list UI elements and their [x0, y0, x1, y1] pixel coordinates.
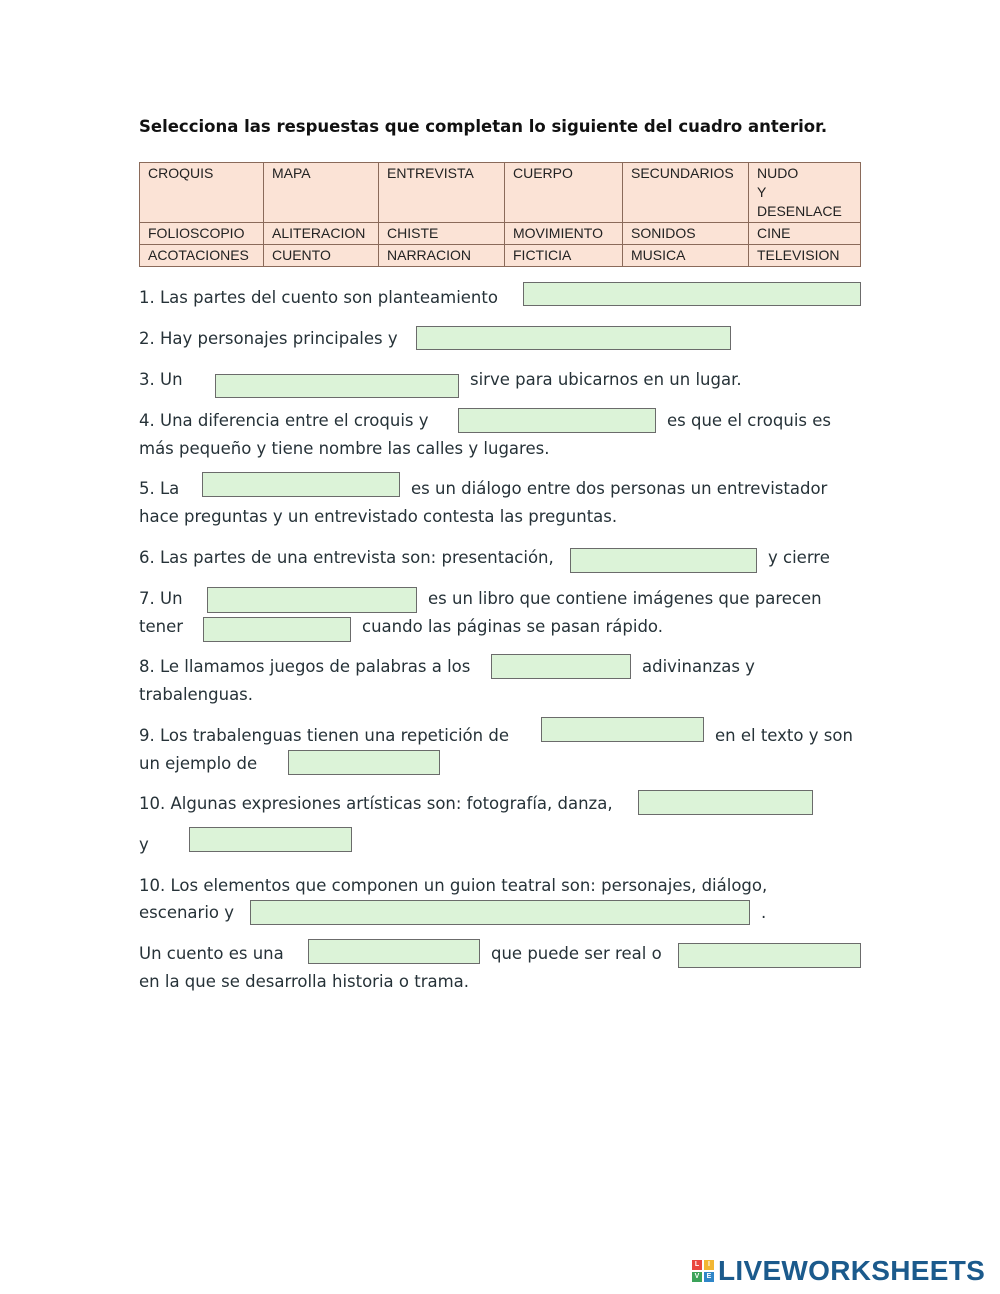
table-cell: CROQUIS — [140, 163, 264, 223]
table-row — [140, 223, 861, 245]
question-7-text-c: tener — [139, 617, 184, 636]
question-5-text-b: es un diálogo entre dos personas un entrevistador — [411, 479, 828, 498]
liveworksheets-logo — [692, 1255, 985, 1287]
question-4-text-a: 4. Una diferencia entre el croquis y — [139, 411, 429, 430]
table-cell: NUDO Y DESENLACE — [749, 163, 861, 223]
question-8-text-c: trabalenguas. — [139, 685, 254, 704]
table-cell: CUENTO — [264, 245, 379, 267]
table-cell: FICTICIA — [505, 245, 623, 267]
answer-blank-9a[interactable] — [541, 717, 704, 742]
answer-blank-2[interactable] — [416, 326, 731, 350]
question-11-text-a: 10. Los elementos que componen un guion teatral son: personajes, diálogo, — [139, 876, 768, 895]
table-cell: SECUNDARIOS — [623, 163, 749, 223]
answer-blank-5[interactable] — [202, 472, 400, 497]
answer-blank-8[interactable] — [491, 654, 631, 679]
question-9-text-a: 9. Los trabalenguas tienen una repetición de — [139, 726, 509, 745]
table-cell: ENTREVISTA — [379, 163, 505, 223]
question-11-text-c: . — [761, 903, 767, 922]
question-10-text-a: 10. Algunas expresiones artísticas son: fotografía, danza, — [139, 794, 613, 813]
question-12-text-c: en la que se desarrolla historia o trama. — [139, 972, 470, 991]
logo-text: LIVEWORKSHEETS — [718, 1255, 986, 1286]
answer-blank-7b[interactable] — [203, 617, 351, 642]
answer-blank-10a[interactable] — [638, 790, 813, 815]
table-cell: MUSICA — [623, 245, 749, 267]
table-cell: NARRACION — [379, 245, 505, 267]
question-8-text-a: 8. Le llamamos juegos de palabras a los — [139, 657, 471, 676]
question-5-text-c: hace preguntas y un entrevistado contesta las preguntas. — [139, 507, 618, 526]
logo-mark-letter: V — [692, 1272, 702, 1282]
answer-blank-1[interactable] — [523, 282, 861, 306]
worksheet-title: Selecciona las respuestas que completan lo siguiente del cuadro anterior. — [139, 117, 828, 136]
question-4-text-b: es que el croquis es — [667, 411, 831, 430]
question-7-text-a: 7. Un — [139, 589, 183, 608]
answer-blank-6[interactable] — [570, 548, 757, 573]
table-cell: ACOTACIONES — [140, 245, 264, 267]
question-12-text-b: que puede ser real o — [491, 944, 662, 963]
table-cell: TELEVISION — [749, 245, 861, 267]
table-cell: ALITERACION — [264, 223, 379, 245]
question-8-text-b: adivinanzas y — [642, 657, 755, 676]
table-row — [140, 163, 861, 223]
logo-mark-letter: E — [704, 1272, 714, 1282]
question-9-text-b: en el texto y son — [715, 726, 853, 745]
question-6-text-a: 6. Las partes de una entrevista son: presentación, — [139, 548, 554, 567]
table-cell: FOLIOSCOPIO — [140, 223, 264, 245]
answer-blank-7a[interactable] — [207, 587, 417, 613]
answer-blank-10b[interactable] — [189, 827, 352, 852]
table-cell: CINE — [749, 223, 861, 245]
answer-blank-9b[interactable] — [288, 750, 440, 775]
question-6-text-b: y cierre — [768, 548, 830, 567]
logo-mark-icon — [692, 1260, 714, 1282]
table-cell: CUERPO — [505, 163, 623, 223]
question-11-text-b: escenario y — [139, 903, 235, 922]
answer-blank-11[interactable] — [250, 900, 750, 925]
logo-mark-letter: L — [692, 1260, 702, 1270]
question-12-text-a: Un cuento es una — [139, 944, 284, 963]
question-7-text-d: cuando las páginas se pasan rápido. — [362, 617, 663, 636]
question-3-text-a: 3. Un — [139, 370, 183, 389]
table-cell: CHISTE — [379, 223, 505, 245]
answer-blank-12b[interactable] — [678, 943, 861, 968]
question-9-text-c: un ejemplo de — [139, 754, 258, 773]
table-cell: MOVIMIENTO — [505, 223, 623, 245]
table-cell: MAPA — [264, 163, 379, 223]
table-cell: SONIDOS — [623, 223, 749, 245]
question-2-text: 2. Hay personajes principales y — [139, 329, 398, 348]
logo-mark-letter: I — [704, 1260, 714, 1270]
question-4-text-c: más pequeño y tiene nombre las calles y lugares. — [139, 439, 550, 458]
question-10-text-b: y — [139, 835, 149, 854]
question-3-text-b: sirve para ubicarnos en un lugar. — [470, 370, 742, 389]
table-row — [140, 245, 861, 267]
question-5-text-a: 5. La — [139, 479, 180, 498]
answer-blank-12a[interactable] — [308, 939, 480, 964]
word-bank-table — [139, 162, 861, 267]
question-1-text: 1. Las partes del cuento son planteamiento — [139, 288, 498, 307]
answer-blank-4[interactable] — [458, 408, 656, 433]
question-7-text-b: es un libro que contiene imágenes que parecen — [428, 589, 822, 608]
answer-blank-3[interactable] — [215, 374, 459, 398]
